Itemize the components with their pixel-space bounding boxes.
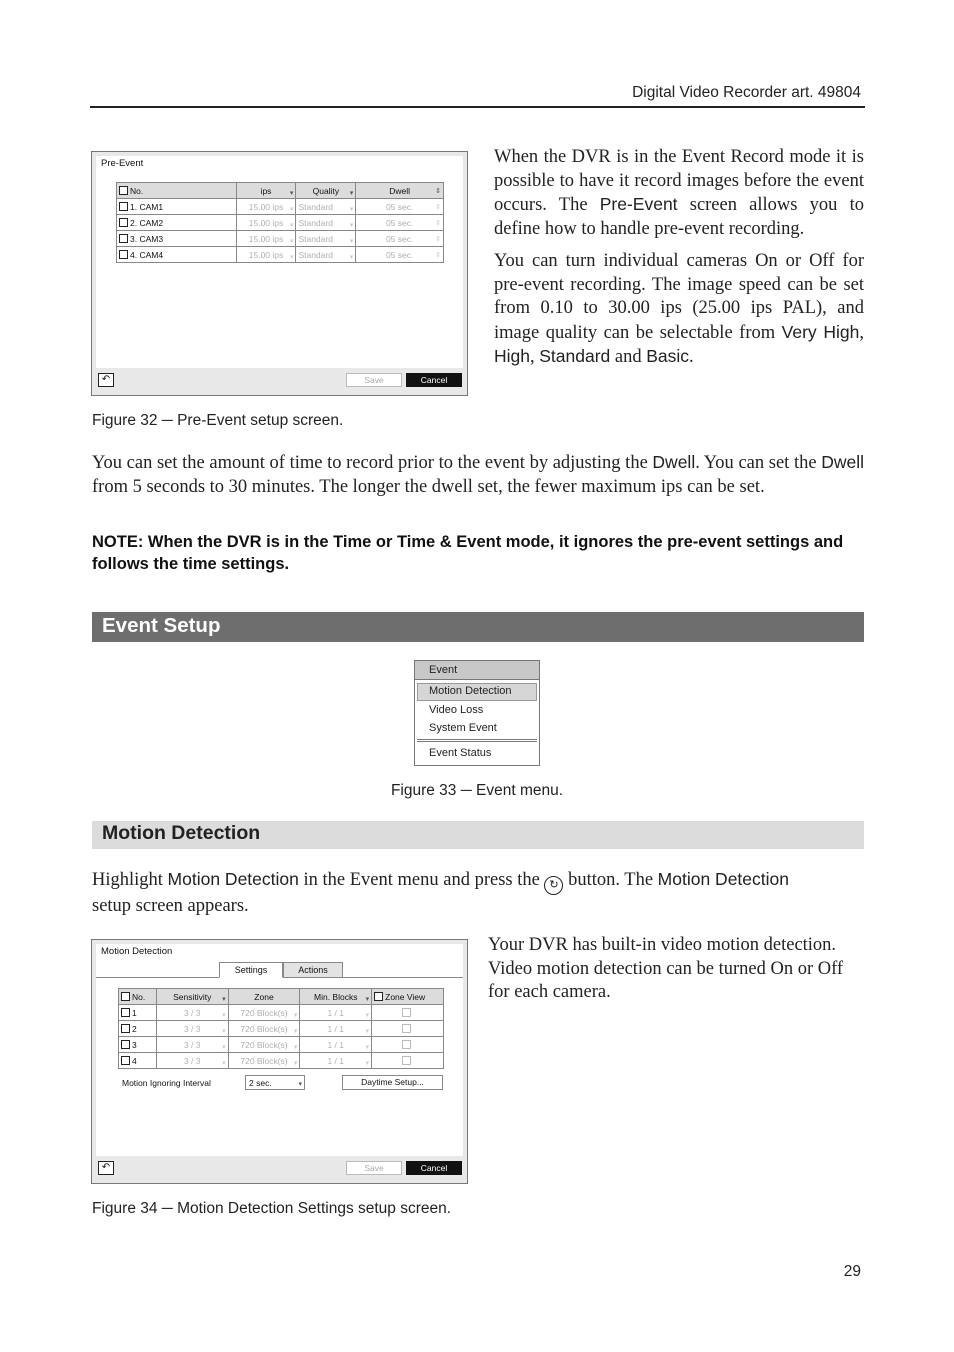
menu-title: Event bbox=[415, 661, 539, 680]
table-row bbox=[119, 1053, 444, 1069]
min-blocks-value: 1 / 1 bbox=[327, 1023, 345, 1034]
select-all-checkbox[interactable] bbox=[121, 992, 130, 1001]
sort-arrow-icon: ▾ bbox=[365, 996, 370, 1003]
menu-item-motion-detection[interactable]: Motion Detection bbox=[429, 685, 512, 697]
spin-icon: ⇕ bbox=[435, 252, 441, 259]
min-blocks-cell[interactable] bbox=[300, 1037, 372, 1053]
spin-icon: ⇕ bbox=[435, 204, 441, 211]
return-arrow-icon[interactable]: ↶ bbox=[98, 1161, 114, 1175]
camera-checkbox[interactable] bbox=[119, 250, 128, 259]
column-header-zone bbox=[228, 989, 300, 1005]
sensitivity-cell[interactable] bbox=[156, 1021, 228, 1037]
camera-cell[interactable] bbox=[119, 1005, 157, 1021]
column-label: No. bbox=[130, 185, 144, 196]
zone-value: 720 Block(s) bbox=[240, 1023, 288, 1034]
dropdown-arrow-icon: ▾ bbox=[349, 238, 354, 245]
min-blocks-value: 1 / 1 bbox=[327, 1007, 345, 1018]
menu-item-event-status[interactable]: Event Status bbox=[429, 747, 492, 759]
motion-detection-screen bbox=[91, 939, 468, 1184]
camera-cell[interactable] bbox=[117, 215, 237, 231]
term-high: High bbox=[494, 346, 530, 366]
save-button[interactable]: Save bbox=[346, 373, 402, 387]
zone-value: 720 Block(s) bbox=[240, 1007, 288, 1018]
ips-value: 15.00 ips bbox=[248, 217, 284, 228]
screen-title: Motion Detection bbox=[101, 946, 173, 957]
text-run: You can turn individual cameras On or Off for pre-event recording. The image speed can be set from 0.10 to 30.00 ips (25.00 ips PAL), and image quality can be selectable from bbox=[494, 251, 864, 343]
sensitivity-value: 3 / 3 bbox=[183, 1023, 201, 1034]
zone-cell[interactable] bbox=[228, 1005, 300, 1021]
tab-settings[interactable]: Settings bbox=[219, 962, 283, 978]
table-row bbox=[117, 215, 444, 231]
ips-cell[interactable] bbox=[236, 215, 296, 231]
column-label: Quality bbox=[312, 185, 340, 196]
sort-arrow-icon: ▾ bbox=[349, 190, 354, 197]
min-blocks-cell[interactable] bbox=[300, 1053, 372, 1069]
min-blocks-value: 1 / 1 bbox=[327, 1055, 345, 1066]
dropdown-arrow-icon: ▾ bbox=[289, 222, 294, 229]
column-label: Zone bbox=[254, 991, 274, 1002]
text-run: and bbox=[610, 347, 647, 367]
term-basic: Basic bbox=[646, 346, 690, 366]
column-header-dwell bbox=[356, 183, 444, 199]
zone-cell[interactable] bbox=[228, 1053, 300, 1069]
table-row bbox=[117, 199, 444, 215]
zone-value: 720 Block(s) bbox=[240, 1039, 288, 1050]
text-run: . You can set the bbox=[695, 453, 822, 473]
column-header-sensitivity bbox=[156, 989, 228, 1005]
camera-checkbox[interactable] bbox=[121, 1040, 130, 1049]
column-label: Zone View bbox=[385, 991, 426, 1002]
zone-cell[interactable] bbox=[228, 1037, 300, 1053]
table-row bbox=[119, 1005, 444, 1021]
zone-view-checkbox[interactable] bbox=[402, 1056, 411, 1065]
term-dwell: Dwell bbox=[652, 452, 696, 472]
camera-cell[interactable] bbox=[117, 231, 237, 247]
quality-value: Standard bbox=[298, 233, 333, 244]
column-label: ips bbox=[260, 185, 272, 196]
dropdown-arrow-icon: ▾ bbox=[365, 1012, 370, 1019]
header-rule bbox=[90, 106, 865, 108]
table-header-row bbox=[117, 183, 444, 199]
camera-cell[interactable] bbox=[119, 1053, 157, 1069]
sort-arrow-icon: ▾ bbox=[289, 190, 294, 197]
term-very-high: Very High bbox=[781, 321, 860, 342]
save-button[interactable]: Save bbox=[346, 1161, 402, 1175]
camera-number: 3 bbox=[132, 1039, 137, 1050]
text-run: You can set the amount of time to record prior to the event by adjusting the bbox=[92, 453, 653, 473]
min-blocks-cell[interactable] bbox=[300, 1021, 372, 1037]
return-arrow-icon[interactable]: ↶ bbox=[98, 373, 114, 387]
camera-cell[interactable] bbox=[117, 247, 237, 263]
figure-34-caption: Figure 34 ─ Motion Detection Settings setup screen. bbox=[92, 1200, 452, 1217]
spin-icon: ⇕ bbox=[435, 220, 441, 227]
text-run: , bbox=[859, 322, 864, 343]
spin-icon: ⇕ bbox=[435, 236, 441, 243]
tab-actions[interactable]: Actions bbox=[283, 962, 343, 978]
ips-value: 15.00 ips bbox=[248, 249, 284, 260]
figure-32-caption: Figure 32 ─ Pre-Event setup screen. bbox=[92, 412, 344, 429]
column-header-no[interactable] bbox=[117, 183, 237, 199]
quality-value: Standard bbox=[298, 217, 333, 228]
camera-number: 4 bbox=[132, 1055, 137, 1066]
text-run: screen allows you to define how to handle pre-event recording. bbox=[494, 195, 865, 239]
text-run: from 5 seconds to 30 minutes. The longer the dwell set, the fewer maximum ips can be set. bbox=[92, 476, 765, 497]
dropdown-arrow-icon: ▾ bbox=[222, 1028, 226, 1035]
camera-number: 1 bbox=[132, 1007, 137, 1018]
screen-footer bbox=[96, 371, 463, 391]
sensitivity-cell[interactable] bbox=[156, 1005, 228, 1021]
camera-checkbox[interactable] bbox=[119, 202, 128, 211]
dropdown-arrow-icon: ▾ bbox=[293, 1060, 298, 1067]
select-all-checkbox[interactable] bbox=[119, 186, 128, 195]
dwell-cell[interactable] bbox=[356, 231, 444, 247]
table-row bbox=[117, 247, 444, 263]
text-run: , bbox=[530, 347, 540, 367]
column-header-no[interactable] bbox=[119, 989, 157, 1005]
pre-event-paragraph-1 bbox=[494, 146, 864, 241]
dropdown-arrow-icon: ▾ bbox=[298, 1081, 302, 1088]
sensitivity-cell[interactable] bbox=[156, 1053, 228, 1069]
column-label: Sensitivity bbox=[173, 991, 212, 1002]
text-run: button. The bbox=[563, 870, 658, 890]
camera-number: 2 bbox=[132, 1023, 137, 1034]
quality-cell[interactable] bbox=[296, 247, 356, 263]
column-header-ips bbox=[236, 183, 296, 199]
column-label: Min. Blocks bbox=[314, 991, 358, 1002]
highlight-paragraph bbox=[92, 868, 864, 919]
menu-divider bbox=[417, 739, 537, 742]
camera-label: 2. CAM2 bbox=[130, 217, 164, 228]
term-standard: Standard bbox=[539, 346, 611, 366]
dropdown-arrow-icon: ▾ bbox=[349, 222, 354, 229]
text-run: When the DVR is in the Event Record mode it is possible to have it record images before the event occurs. The bbox=[494, 147, 864, 215]
running-header: Digital Video Recorder art. 49804 bbox=[632, 84, 861, 101]
min-blocks-value: 1 / 1 bbox=[327, 1039, 345, 1050]
dropdown-arrow-icon: ▾ bbox=[222, 1012, 226, 1019]
dropdown-arrow-icon: ▾ bbox=[222, 1044, 226, 1051]
menu-item-video-loss[interactable]: Video Loss bbox=[429, 704, 484, 716]
column-header-min-blocks bbox=[300, 989, 372, 1005]
table-row bbox=[117, 231, 444, 247]
column-label: No. bbox=[132, 991, 146, 1002]
sensitivity-value: 3 / 3 bbox=[183, 1007, 201, 1018]
camera-cell[interactable] bbox=[117, 199, 237, 215]
figure-33-caption: Figure 33 ─ Event menu. bbox=[390, 782, 564, 799]
zone-view-checkbox[interactable] bbox=[402, 1040, 411, 1049]
dropdown-arrow-icon: ▾ bbox=[365, 1060, 370, 1067]
camera-checkbox[interactable] bbox=[119, 234, 128, 243]
camera-cell[interactable] bbox=[119, 1037, 157, 1053]
text-run: in the Event menu and press the bbox=[298, 870, 545, 890]
daytime-setup-button[interactable]: Daytime Setup... bbox=[342, 1075, 443, 1090]
motion-detection-table bbox=[118, 988, 444, 1069]
ips-value: 15.00 ips bbox=[248, 233, 284, 244]
text-run: . bbox=[689, 347, 694, 367]
camera-label: 4. CAM4 bbox=[130, 249, 164, 260]
dropdown-arrow-icon: ▾ bbox=[289, 238, 294, 245]
ignoring-interval-select[interactable] bbox=[245, 1075, 305, 1090]
camera-checkbox[interactable] bbox=[119, 218, 128, 227]
dwell-cell[interactable] bbox=[356, 215, 444, 231]
dwell-value: 05 sec. bbox=[385, 233, 414, 244]
dropdown-arrow-icon: ▾ bbox=[365, 1044, 370, 1051]
dropdown-arrow-icon: ▾ bbox=[293, 1012, 298, 1019]
dwell-paragraph bbox=[92, 451, 864, 499]
screen-footer bbox=[96, 1159, 463, 1179]
sort-arrow-icon: ▾ bbox=[222, 996, 226, 1003]
camera-checkbox[interactable] bbox=[121, 1056, 130, 1065]
quality-cell[interactable] bbox=[296, 215, 356, 231]
dwell-value: 05 sec. bbox=[385, 249, 414, 260]
dropdown-arrow-icon: ▾ bbox=[349, 254, 354, 261]
dwell-cell[interactable] bbox=[356, 247, 444, 263]
section-heading-event-setup: Event Setup bbox=[92, 612, 864, 642]
zone-view-all-checkbox[interactable] bbox=[374, 992, 383, 1001]
dropdown-arrow-icon: ▾ bbox=[293, 1028, 298, 1035]
sensitivity-value: 3 / 3 bbox=[183, 1055, 201, 1066]
column-header-zone-view[interactable] bbox=[372, 989, 444, 1005]
quality-value: Standard bbox=[298, 249, 333, 260]
table-header-row bbox=[119, 989, 444, 1005]
term-dwell: Dwell bbox=[821, 452, 864, 472]
quality-value: Standard bbox=[298, 201, 333, 212]
ips-cell[interactable] bbox=[236, 199, 296, 215]
quality-cell[interactable] bbox=[296, 231, 356, 247]
quality-cell[interactable] bbox=[296, 199, 356, 215]
spin-icon: ⇕ bbox=[435, 188, 441, 195]
event-menu bbox=[414, 660, 540, 766]
dropdown-arrow-icon: ▾ bbox=[289, 206, 294, 213]
ips-cell[interactable] bbox=[236, 231, 296, 247]
zone-view-cell[interactable] bbox=[372, 1021, 444, 1037]
ignoring-interval-value: 2 sec. bbox=[249, 1078, 272, 1088]
sensitivity-cell[interactable] bbox=[156, 1037, 228, 1053]
dropdown-arrow-icon: ▾ bbox=[365, 1028, 370, 1035]
camera-checkbox[interactable] bbox=[121, 1008, 130, 1017]
sensitivity-value: 3 / 3 bbox=[183, 1039, 201, 1050]
zone-view-cell[interactable] bbox=[372, 1037, 444, 1053]
screen-title: Pre-Event bbox=[101, 158, 144, 169]
camera-cell[interactable] bbox=[119, 1021, 157, 1037]
term-pre-event: Pre-Event bbox=[599, 194, 678, 214]
zone-value: 720 Block(s) bbox=[240, 1055, 288, 1066]
zone-view-cell[interactable] bbox=[372, 1053, 444, 1069]
note-paragraph: NOTE: When the DVR is in the Time or Time & Event mode, it ignores the pre-event settings and follows the time settings. bbox=[92, 533, 844, 573]
zone-cell[interactable] bbox=[228, 1021, 300, 1037]
term-motion-detection: Motion Detection bbox=[657, 869, 789, 889]
zone-view-cell[interactable] bbox=[372, 1005, 444, 1021]
camera-label: 1. CAM1 bbox=[130, 201, 164, 212]
page-number: 29 bbox=[843, 1263, 861, 1280]
dropdown-arrow-icon: ▾ bbox=[289, 254, 294, 261]
cancel-button[interactable]: Cancel bbox=[406, 1161, 462, 1175]
zone-view-checkbox[interactable] bbox=[402, 1024, 411, 1033]
column-header-quality bbox=[296, 183, 356, 199]
motion-detection-paragraph: Your DVR has built-in video motion detection. Video motion detection can be turned On or Off for each camera. bbox=[488, 935, 844, 1002]
dwell-value: 05 sec. bbox=[385, 201, 414, 212]
term-motion-detection: Motion Detection bbox=[167, 869, 299, 889]
cancel-button[interactable]: Cancel bbox=[406, 373, 462, 387]
dropdown-arrow-icon: ▾ bbox=[222, 1060, 226, 1067]
text-run: Highlight bbox=[92, 870, 168, 890]
min-blocks-cell[interactable] bbox=[300, 1005, 372, 1021]
table-row bbox=[119, 1037, 444, 1053]
dwell-value: 05 sec. bbox=[385, 217, 414, 228]
dropdown-arrow-icon: ▾ bbox=[293, 1044, 298, 1051]
camera-label: 3. CAM3 bbox=[130, 233, 164, 244]
text-run: setup screen appears. bbox=[92, 896, 249, 916]
pre-event-screen bbox=[91, 151, 468, 396]
enter-button-icon: ↻ bbox=[544, 876, 563, 895]
ips-cell[interactable] bbox=[236, 247, 296, 263]
ips-value: 15.00 ips bbox=[248, 201, 284, 212]
dwell-cell[interactable] bbox=[356, 199, 444, 215]
zone-view-checkbox[interactable] bbox=[402, 1008, 411, 1017]
pre-event-table bbox=[116, 182, 444, 263]
menu-item-system-event[interactable]: System Event bbox=[429, 722, 497, 734]
table-row bbox=[119, 1021, 444, 1037]
pre-event-paragraph-2 bbox=[494, 250, 864, 370]
ignoring-interval-label: Motion Ignoring Interval bbox=[122, 1078, 211, 1088]
section-heading-motion-detection: Motion Detection bbox=[92, 821, 864, 849]
dropdown-arrow-icon: ▾ bbox=[349, 206, 354, 213]
camera-checkbox[interactable] bbox=[121, 1024, 130, 1033]
column-label: Dwell bbox=[389, 185, 411, 196]
